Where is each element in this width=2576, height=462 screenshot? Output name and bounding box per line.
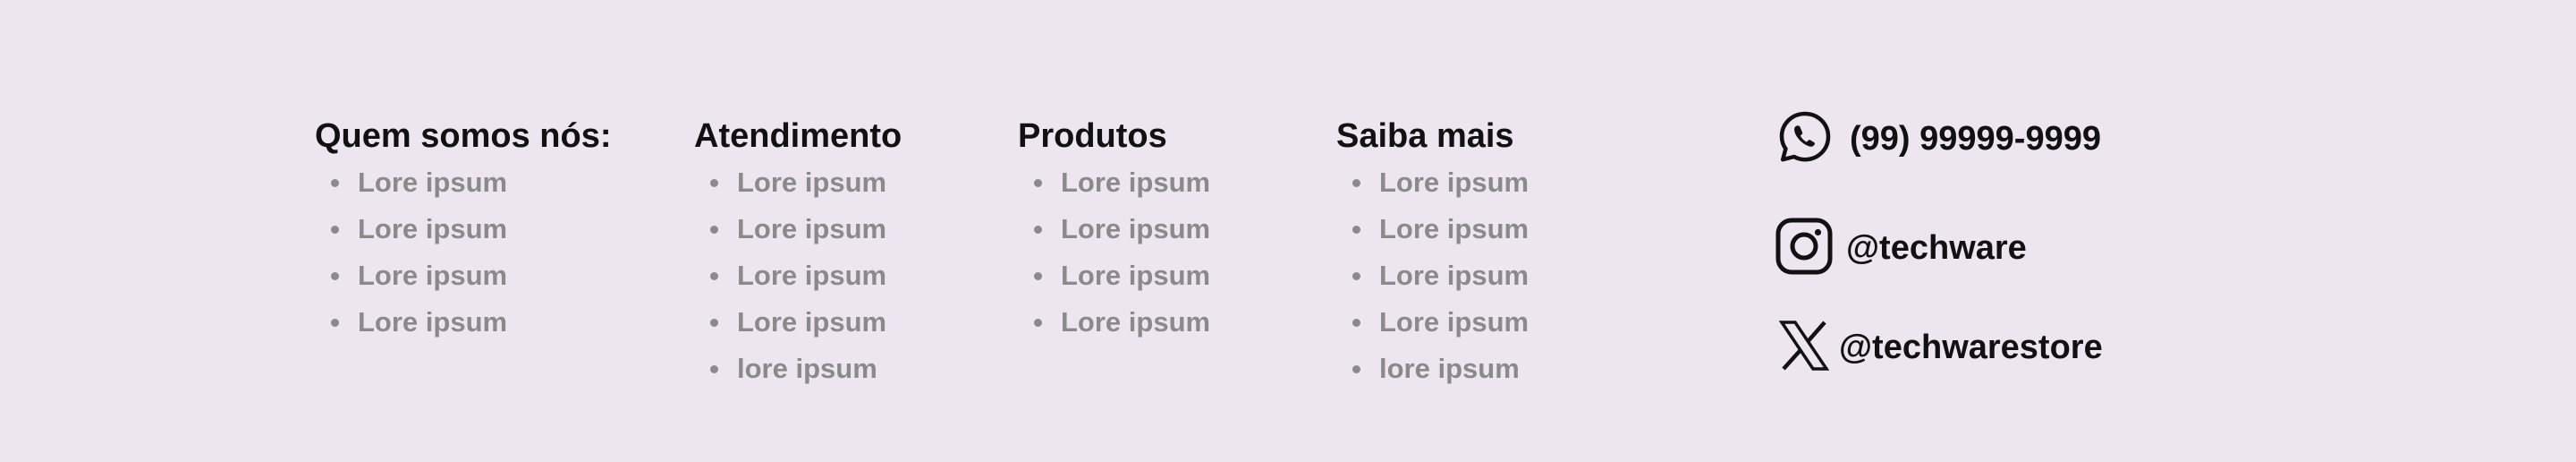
instagram-icon <box>1775 217 1834 280</box>
footer-link[interactable]: Lore ipsum <box>1336 252 1529 299</box>
column-title: Atendimento <box>694 117 902 155</box>
x-logo-icon <box>1778 319 1830 377</box>
footer-column-about <box>315 113 612 346</box>
footer-link[interactable]: Lore ipsum <box>694 252 902 299</box>
footer-column-learn-more <box>1336 113 1529 392</box>
footer-link[interactable]: lore ipsum <box>694 346 902 392</box>
column-title: Quem somos nós: <box>315 117 612 155</box>
contact-phone[interactable] <box>1776 109 2101 168</box>
footer-link[interactable]: Lore ipsum <box>694 299 902 346</box>
column-title: Produtos <box>1018 117 1167 155</box>
link-list <box>315 159 612 346</box>
contact-instagram[interactable] <box>1775 218 2027 278</box>
footer-link[interactable]: Lore ipsum <box>1018 159 1210 206</box>
contact-x[interactable] <box>1778 321 2103 374</box>
footer-link[interactable]: Lore ipsum <box>315 206 612 252</box>
footer-link[interactable]: Lore ipsum <box>1018 252 1210 299</box>
footer-column-support <box>694 113 902 392</box>
footer-link[interactable]: Lore ipsum <box>315 252 612 299</box>
phone-number: (99) 99999-9999 <box>1850 119 2101 158</box>
link-list <box>1336 159 1529 392</box>
instagram-handle: @techware <box>1846 228 2027 267</box>
footer-link[interactable]: Lore ipsum <box>315 159 612 206</box>
footer-link[interactable]: Lore ipsum <box>1336 206 1529 252</box>
footer-link[interactable]: Lore ipsum <box>1336 159 1529 206</box>
whatsapp-icon <box>1776 108 1834 170</box>
footer-column-products <box>1018 113 1210 346</box>
link-list <box>694 159 902 392</box>
footer-link[interactable]: Lore ipsum <box>694 159 902 206</box>
footer-link[interactable]: Lore ipsum <box>1018 206 1210 252</box>
link-list <box>1018 159 1210 346</box>
footer-link[interactable]: lore ipsum <box>1336 346 1529 392</box>
footer-link[interactable]: Lore ipsum <box>1336 299 1529 346</box>
footer-link[interactable]: Lore ipsum <box>694 206 902 252</box>
footer-link[interactable]: Lore ipsum <box>315 299 612 346</box>
x-handle: @techwarestore <box>1839 328 2103 366</box>
footer-link[interactable]: Lore ipsum <box>1018 299 1210 346</box>
column-title: Saiba mais <box>1336 117 1514 155</box>
